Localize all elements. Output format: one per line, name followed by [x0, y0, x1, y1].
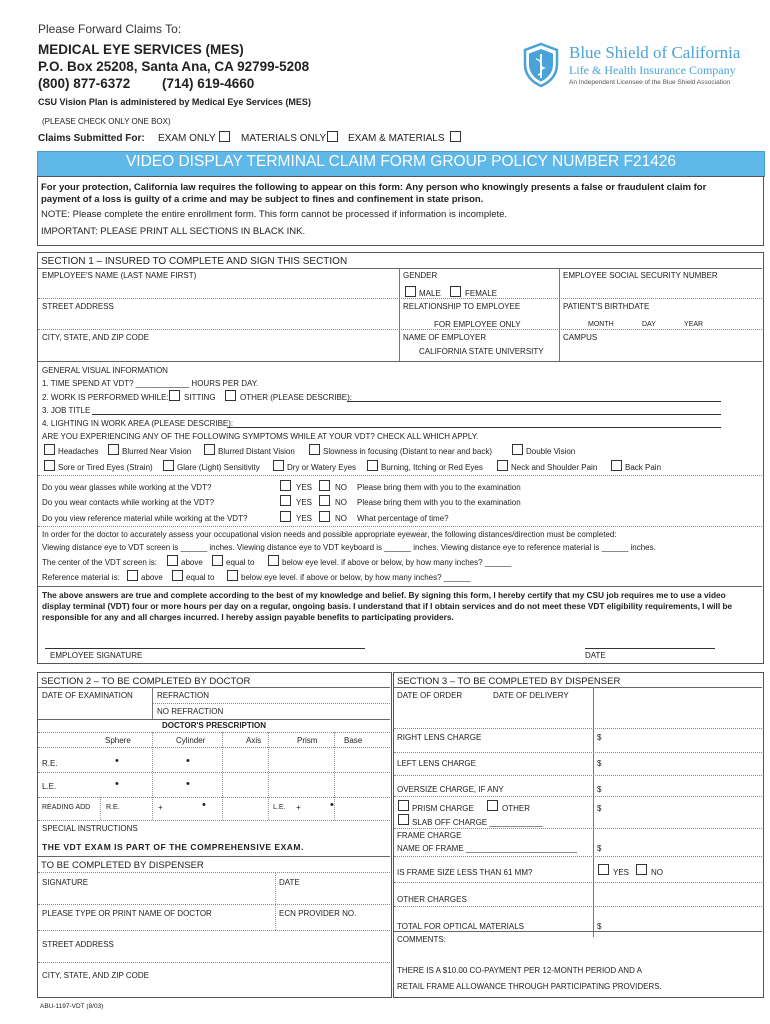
total-label: TOTAL FOR OPTICAL MATERIALS [397, 922, 524, 931]
glasses-no-label: NO [335, 483, 347, 492]
neck-pain-checkbox[interactable] [497, 460, 508, 471]
le-cylinder-decimal: • [186, 778, 190, 790]
phone-2: (714) 619-4660 [162, 76, 255, 91]
left-lens-dollar: $ [597, 759, 602, 768]
street-label: STREET ADDRESS [42, 302, 114, 311]
employee-signature-label: EMPLOYEE SIGNATURE [50, 651, 143, 660]
frame-charge-label: FRAME CHARGE [397, 831, 462, 840]
prism-label: PRISM CHARGE [412, 804, 474, 813]
col-prism: Prism [297, 736, 318, 745]
month-label: MONTH [588, 321, 614, 328]
re-sphere-decimal: • [115, 755, 119, 767]
glasses-question: Do you wear glasses while working at the VDT? [42, 483, 212, 492]
exam-only-label: EXAM ONLY [158, 133, 216, 144]
complete-note: NOTE: Please complete the entire enrollment form. This form cannot be processed if information is incomplete. [41, 209, 508, 220]
distance-intro: In order for the doctor to accurately assess your occupational vision needs and possible appropriate eyewear, the following distances/direction must be completed: [42, 530, 617, 539]
reading-le-label: L.E. [273, 804, 286, 811]
materials-only-label: MATERIALS ONLY [241, 133, 327, 144]
contacts-question: Do you wear contacts while working at the VDT? [42, 498, 215, 507]
dry-eyes-label: Dry or Watery Eyes [287, 463, 357, 472]
other-charge-checkbox[interactable] [487, 800, 498, 811]
reference-below-label: below eye level. if above or below, by how many inches? ______ [241, 573, 471, 582]
comments-label: COMMENTS: [397, 935, 446, 944]
employee-signature-line[interactable] [45, 648, 365, 649]
female-label: FEMALE [465, 289, 498, 298]
special-instructions-label: SPECIAL INSTRUCTIONS [42, 824, 138, 833]
employer-label: NAME OF EMPLOYER [403, 333, 487, 342]
frame-size-yes-checkbox[interactable] [598, 864, 609, 875]
materials-only-checkbox[interactable] [327, 131, 338, 142]
screen-equal-checkbox[interactable] [212, 555, 223, 566]
day-label: DAY [642, 321, 656, 328]
contacts-no-label: NO [335, 498, 347, 507]
general-visual-info: GENERAL VISUAL INFORMATION [42, 366, 168, 375]
prism-dollar: $ [597, 804, 602, 813]
other-describe-label: OTHER (PLEASE DESCRIBE): [240, 393, 353, 402]
oversize-label: OVERSIZE CHARGE, IF ANY [397, 785, 504, 794]
city-label: CITY, STATE, AND ZIP CODE [42, 333, 149, 342]
brand-subtitle: Life & Health Insurance Company [569, 63, 736, 77]
glasses-no-checkbox[interactable] [319, 480, 330, 491]
doctor-street-label: STREET ADDRESS [42, 940, 114, 949]
form-code: ABU-1197-VDT (8/03) [40, 1003, 104, 1010]
col-base: Base [344, 736, 363, 745]
glare-checkbox[interactable] [163, 460, 174, 471]
frame-size-yes-label: YES [613, 868, 630, 877]
screen-center-label: The center of the VDT screen is: [42, 558, 158, 567]
percentage-question: What percentage of time? [357, 514, 449, 523]
female-checkbox[interactable] [450, 286, 461, 297]
glasses-bring-note: Please bring them with you to the examination [357, 483, 521, 492]
reference-yes-checkbox[interactable] [280, 511, 291, 522]
reading-re-decimal: • [202, 799, 206, 811]
relationship-label: RELATIONSHIP TO EMPLOYEE [403, 302, 521, 311]
male-checkbox[interactable] [405, 286, 416, 297]
signature-date-label: DATE [279, 878, 300, 887]
for-employee-only: FOR EMPLOYEE ONLY [434, 320, 521, 329]
ecn-label: ECN PROVIDER NO. [279, 909, 357, 918]
reading-le-plus: + [296, 803, 301, 812]
exam-only-checkbox[interactable] [219, 131, 230, 142]
reading-add-label: READING ADD [42, 804, 91, 811]
gender-label: GENDER [403, 271, 438, 280]
headaches-label: Headaches [58, 447, 99, 456]
contacts-yes-checkbox[interactable] [280, 495, 291, 506]
phone-1: (800) 877-6372 [38, 76, 131, 91]
blurred-near-checkbox[interactable] [108, 444, 119, 455]
col-sphere: Sphere [105, 736, 131, 745]
org-address: P.O. Box 25208, Santa Ana, CA 92799-5208 [38, 59, 310, 74]
frame-size-no-checkbox[interactable] [636, 864, 647, 875]
date-delivery-label: DATE OF DELIVERY [493, 691, 569, 700]
administered-note: CSU Vision Plan is administered by Medical Eye Services (MES) [38, 97, 311, 107]
slab-off-label: SLAB OFF CHARGE ____________ [412, 818, 543, 827]
employer-value: CALIFORNIA STATE UNIVERSITY [419, 347, 544, 356]
sitting-label: SITTING [184, 393, 216, 402]
double-vision-checkbox[interactable] [512, 444, 523, 455]
dry-eyes-checkbox[interactable] [273, 460, 284, 471]
employee-date-line[interactable] [585, 648, 715, 649]
symptoms-question: ARE YOU EXPERIENCING ANY OF THE FOLLOWING SYMPTOMS WHILE AT YOUR VDT? CHECK ALL WHICH APPLY. [42, 432, 479, 441]
q3-job-title: 3. JOB TITLE [42, 406, 91, 415]
burning-checkbox[interactable] [367, 460, 378, 471]
screen-equal-label: equal to [226, 558, 255, 567]
reference-yes-label: YES [296, 514, 313, 523]
headaches-checkbox[interactable] [44, 444, 55, 455]
q4-lighting: 4. LIGHTING IN WORK AREA (PLEASE DESCRIBE): [42, 419, 234, 428]
frame-allowance-note: RETAIL FRAME ALLOWANCE THROUGH PARTICIPATING PROVIDERS. [397, 982, 662, 991]
fraud-warning: For your protection, California law requires the following to appear on this form: Any person who knowingly presents a false or fraudulent claim for payment of a loss is guilty of a crime and may be subject to fines and confinement in state prison. [41, 182, 707, 205]
doctor-city-label: CITY, STATE, AND ZIP CODE [42, 971, 149, 980]
reference-no-checkbox[interactable] [319, 511, 330, 522]
reference-above-label: above [141, 573, 163, 582]
section-1-title: SECTION 1 – INSURED TO COMPLETE AND SIGN THIS SECTION [41, 256, 348, 267]
double-vision-label: Double Vision [526, 447, 576, 456]
frame-name-label: NAME OF FRAME _________________________ [397, 844, 578, 853]
right-lens-dollar: $ [597, 733, 602, 742]
reference-equal-checkbox[interactable] [172, 570, 183, 581]
le-sphere-decimal: • [115, 778, 119, 790]
section-3-title: SECTION 3 – TO BE COMPLETED BY DISPENSER [397, 676, 621, 687]
reading-le-decimal: • [330, 799, 334, 811]
blurred-distant-checkbox[interactable] [204, 444, 215, 455]
contacts-yes-label: YES [296, 498, 313, 507]
dispenser-title: TO BE COMPLETED BY DISPENSER [41, 860, 204, 871]
other-charge-label: OTHER [502, 804, 530, 813]
brand-name: Blue Shield of California [569, 43, 741, 62]
copay-note: THERE IS A $10.00 CO-PAYMENT PER 12-MONTH PERIOD AND A [397, 966, 642, 975]
le-label: L.E. [42, 782, 57, 791]
no-refraction-label: NO REFRACTION [157, 707, 224, 716]
job-title-line[interactable] [92, 414, 721, 415]
reference-no-label: NO [335, 514, 347, 523]
black-ink-note: IMPORTANT: PLEASE PRINT ALL SECTIONS IN BLACK INK. [41, 226, 306, 237]
contacts-no-checkbox[interactable] [319, 495, 330, 506]
reference-material-label: Reference material is: [42, 573, 120, 582]
date-exam-label: DATE OF EXAMINATION [42, 691, 133, 700]
check-one-note: (PLEASE CHECK ONLY ONE BOX) [42, 117, 171, 126]
blurred-distant-label: Blurred Distant Vision [218, 447, 295, 456]
vdt-exam-note: THE VDT EXAM IS PART OF THE COMPREHENSIVE EXAM. [42, 842, 304, 852]
sore-eyes-label: Sore or Tired Eyes (Strain) [58, 463, 153, 472]
screen-above-checkbox[interactable] [167, 555, 178, 566]
screen-above-label: above [181, 558, 203, 567]
contacts-bring-note: Please bring them with you to the examination [357, 498, 521, 507]
form-title: VIDEO DISPLAY TERMINAL CLAIM FORM GROUP POLICY NUMBER F21426 [125, 153, 677, 170]
reference-question: Do you view reference material while working at the VDT? [42, 514, 248, 523]
prism-checkbox[interactable] [398, 800, 409, 811]
signature-label: SIGNATURE [42, 878, 89, 887]
blurred-near-label: Blurred Near Vision [122, 447, 192, 456]
ssn-label: EMPLOYEE SOCIAL SECURITY NUMBER [563, 271, 718, 280]
glare-label: Glare (Light) Sensitivity [177, 463, 260, 472]
brand-licensee: An Independent Licensee of the Blue Shield Association [569, 79, 731, 86]
certification-text: The above answers are true and complete according to the best of my knowledge and belief. By signing this form, I hereby certify that my CSU job requires me to use a video display terminal (VDT) four or more hours per day on a regular, ongoing basis. I understand that if I obtain services and do not meet these VDT eligibility requirements, I will be responsible for any and all charges incurred. I hereby assign payable benefits to participating providers. [42, 590, 733, 622]
re-cylinder-decimal: • [186, 755, 190, 767]
sore-eyes-checkbox[interactable] [44, 460, 55, 471]
other-charges-label: OTHER CHARGES [397, 895, 467, 904]
exam-materials-checkbox[interactable] [450, 131, 461, 142]
glasses-yes-label: YES [296, 483, 313, 492]
col-axis: Axis [246, 736, 262, 745]
year-label: YEAR [684, 321, 704, 328]
lighting-line[interactable] [227, 427, 721, 428]
screen-below-checkbox[interactable] [268, 555, 279, 566]
right-lens-label: RIGHT LENS CHARGE [397, 733, 482, 742]
reference-equal-label: equal to [186, 573, 215, 582]
reference-below-checkbox[interactable] [227, 570, 238, 581]
date-order-label: DATE OF ORDER [397, 691, 463, 700]
claims-label: Claims Submitted For: [38, 133, 145, 144]
slab-off-checkbox[interactable] [398, 814, 409, 825]
burning-label: Burning, Itching or Red Eyes [381, 463, 483, 472]
reading-re-plus: + [158, 803, 163, 812]
screen-below-label: below eye level. if above or below, by how many inches? ______ [282, 558, 512, 567]
reading-re-label: R.E. [106, 804, 120, 811]
blue-shield-logo-icon [522, 42, 560, 93]
re-label: R.E. [42, 759, 58, 768]
neck-pain-label: Neck and Shoulder Pain [511, 463, 598, 472]
birthdate-label: PATIENT'S BIRTHDATE [563, 302, 650, 311]
back-pain-label: Back Pain [625, 463, 662, 472]
exam-materials-label: EXAM & MATERIALS [348, 133, 445, 144]
glasses-yes-checkbox[interactable] [280, 480, 291, 491]
back-pain-checkbox[interactable] [611, 460, 622, 471]
employee-name-label: EMPLOYEE'S NAME (LAST NAME FIRST) [42, 271, 197, 280]
q2-work-performed: 2. WORK IS PERFORMED WHILE: [42, 393, 169, 402]
campus-label: CAMPUS [563, 333, 598, 342]
oversize-dollar: $ [597, 785, 602, 794]
total-dollar: $ [597, 922, 602, 931]
other-work-checkbox[interactable] [225, 390, 236, 401]
doctor-name-label: PLEASE TYPE OR PRINT NAME OF DOCTOR [42, 909, 212, 918]
forward-label: Please Forward Claims To: [38, 22, 182, 36]
other-describe-line[interactable] [347, 401, 721, 402]
col-cylinder: Cylinder [176, 736, 206, 745]
employee-date-label: DATE [585, 651, 606, 660]
slowness-label: Slowness in focusing (Distant to near and back) [323, 447, 492, 456]
frame-dollar: $ [597, 844, 602, 853]
male-label: MALE [419, 289, 441, 298]
sitting-checkbox[interactable] [169, 390, 180, 401]
prescription-title: DOCTOR'S PRESCRIPTION [162, 721, 266, 730]
distance-line: Viewing distance eye to VDT screen is ______ inches. Viewing distance eye to VDT keyboard is ______ inches. Viewing distance eye to reference material is ______ inches. [42, 543, 656, 552]
org-name: MEDICAL EYE SERVICES (MES) [38, 42, 244, 57]
frame-size-no-label: NO [651, 868, 663, 877]
left-lens-label: LEFT LENS CHARGE [397, 759, 476, 768]
section-2-title: SECTION 2 – TO BE COMPLETED BY DOCTOR [41, 676, 251, 687]
reference-above-checkbox[interactable] [127, 570, 138, 581]
refraction-label: REFRACTION [157, 691, 209, 700]
q1-time-at-vdt: 1. TIME SPEND AT VDT? ____________ HOURS PER DAY. [42, 379, 259, 388]
frame-size-question: IS FRAME SIZE LESS THAN 61 MM? [397, 868, 533, 877]
slowness-checkbox[interactable] [309, 444, 320, 455]
